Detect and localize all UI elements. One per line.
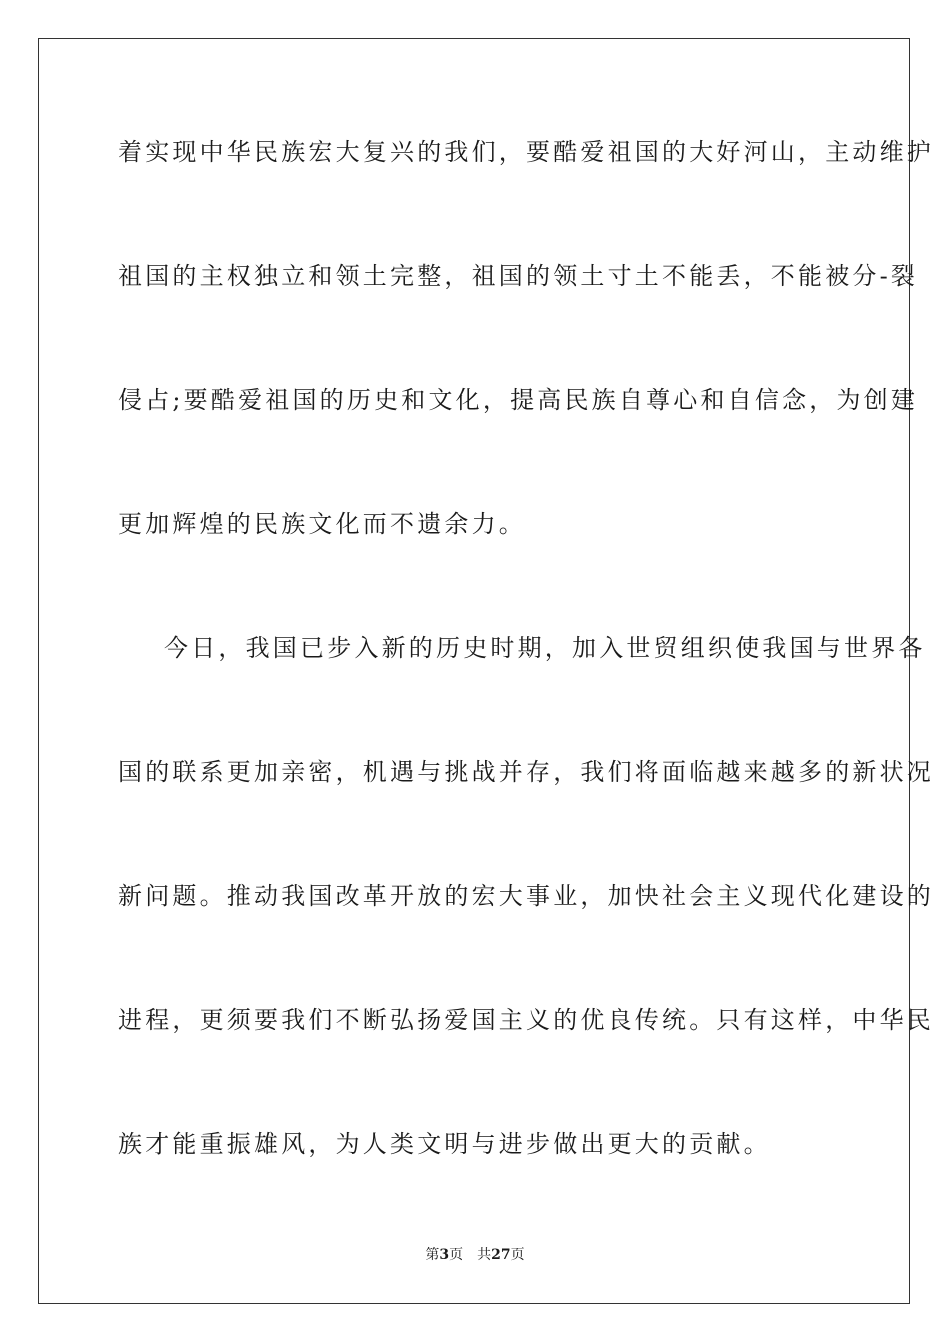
text-line-7: 新问题。推动我国改革开放的宏大事业，加快社会主义现代化建设的 — [118, 882, 934, 910]
page-border — [38, 38, 910, 1304]
footer-page-suffix: 页 — [449, 1247, 464, 1263]
footer-page-prefix: 第 — [425, 1247, 440, 1263]
footer-total-number: 27 — [491, 1247, 511, 1263]
text-line-3: 侵占;要酷爱祖国的历史和文化，提高民族自尊心和自信念，为创建 — [118, 386, 919, 414]
text-line-4: 更加辉煌的民族文化而不遗余力。 — [118, 510, 526, 538]
footer-total-prefix: 共 — [477, 1247, 492, 1263]
text-line-5: 今日，我国已步入新的历史时期，加入世贸组织使我国与世界各 — [164, 634, 926, 662]
footer-total-suffix: 页 — [510, 1247, 525, 1263]
page-footer — [0, 1246, 950, 1264]
text-line-8: 进程，更须要我们不断弘扬爱国主义的优良传统。只有这样，中华民 — [118, 1006, 934, 1034]
text-line-2: 祖国的主权独立和领土完整，祖国的领土寸土不能丢，不能被分-裂 — [118, 262, 919, 290]
text-line-9: 族才能重振雄风，为人类文明与进步做出更大的贡献。 — [118, 1130, 771, 1158]
footer-page-number: 3 — [439, 1247, 450, 1263]
text-line-1: 着实现中华民族宏大复兴的我们，要酷爱祖国的大好河山，主动维护 — [118, 138, 934, 166]
text-line-6: 国的联系更加亲密，机遇与挑战并存，我们将面临越来越多的新状况 — [118, 758, 934, 786]
